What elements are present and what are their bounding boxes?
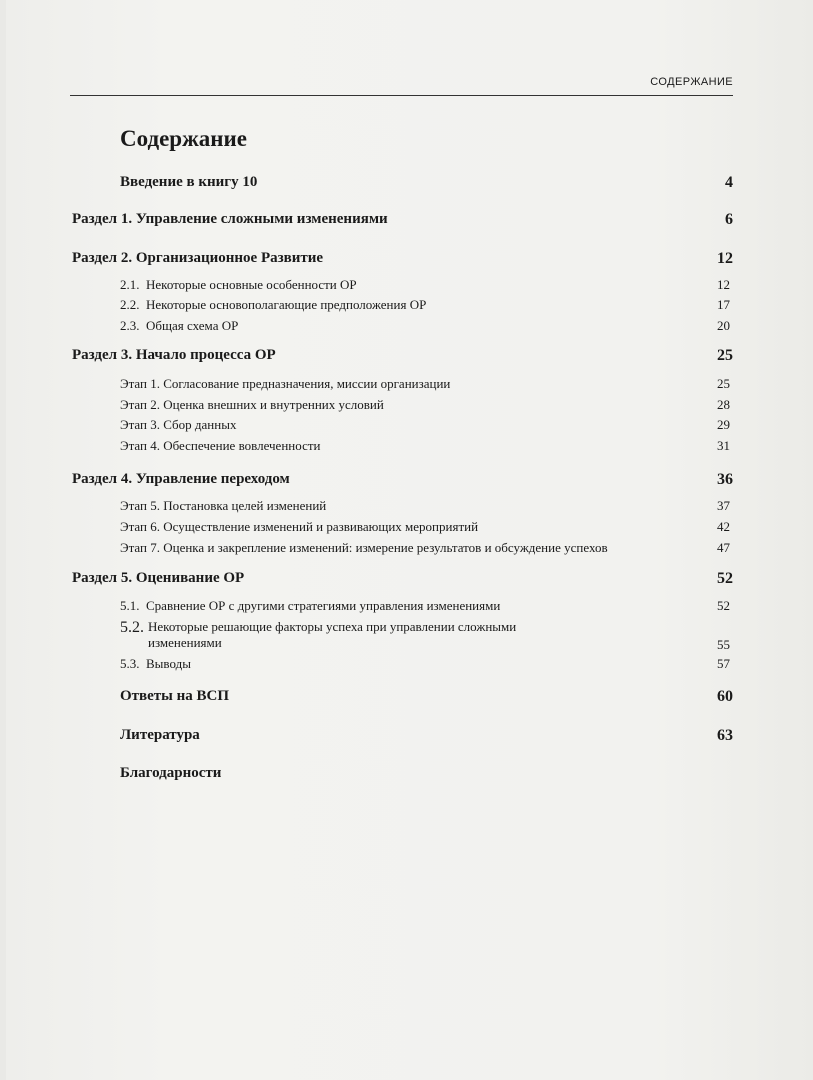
toc-entry-label: Ответы на ВСП <box>120 688 230 704</box>
toc-entry-label: Благодарности <box>120 765 222 781</box>
toc-section-label: Раздел 2. Организационное Развитие <box>72 250 324 266</box>
header-rule <box>70 95 733 96</box>
toc-subentry-number: 2.3. <box>120 318 140 333</box>
toc-subentry-page: 55 <box>717 637 730 652</box>
toc-subentry-number: 5.3. <box>120 656 140 671</box>
toc-subentry-label: Этап 5. Постановка целей изменений <box>120 498 327 513</box>
toc-section-page: 12 <box>717 250 733 267</box>
running-header: СОДЕРЖАНИЕ <box>650 76 733 88</box>
toc-title: Содержание <box>120 126 247 151</box>
toc-subentry-label: Некоторые основные особенности ОР <box>146 277 357 292</box>
toc-subentry-label: Этап 6. Осуществление изменений и развивающих мероприятий <box>120 519 479 534</box>
toc-subentry-page: 17 <box>717 297 730 312</box>
toc-entry-label: Литература <box>120 727 200 743</box>
toc-entry-label: Введение в книгу 10 <box>120 174 258 190</box>
toc-subentry-label: Некоторые решающие факторы успеха при управлении сложными изменениями <box>148 619 517 650</box>
toc-subentry-label: Этап 2. Оценка внешних и внутренних условий <box>120 397 384 412</box>
toc-subentry-page: 52 <box>717 598 730 613</box>
toc-subentry-page: 57 <box>717 656 730 671</box>
toc-section-page: 25 <box>717 347 733 364</box>
toc-subentry-label: Этап 3. Сбор данных <box>120 417 237 432</box>
toc-subentry-label: Этап 1. Согласование предназначения, миссии организации <box>120 376 451 391</box>
toc-subentry-page: 37 <box>717 498 730 513</box>
toc-subentry-label: Сравнение ОР с другими стратегиями управления изменениями <box>146 598 501 613</box>
toc-section-page: 52 <box>717 570 733 587</box>
toc-subentry-label: Этап 4. Обеспечение вовлеченности <box>120 438 321 453</box>
toc-subentry-page: 28 <box>717 397 730 412</box>
toc-subentry-number: 2.2. <box>120 297 140 312</box>
toc-entry-page: 4 <box>725 174 733 191</box>
toc-section-label: Раздел 4. Управление переходом <box>72 471 290 487</box>
toc-subentry-page: 25 <box>717 376 730 391</box>
toc-subentry-number: 5.1. <box>120 598 140 613</box>
toc-subentry-label: Общая схема ОР <box>146 318 239 333</box>
toc-subentry-page: 47 <box>717 540 730 555</box>
toc-section-label: Раздел 1. Управление сложными изменениями <box>72 211 388 227</box>
toc-section-label: Раздел 5. Оценивание ОР <box>72 570 245 586</box>
toc-section-label: Раздел 3. Начало процесса ОР <box>72 347 276 363</box>
toc-subentry-page: 29 <box>717 417 730 432</box>
toc-section-page: 6 <box>725 211 733 228</box>
toc-subentry-page: 20 <box>717 318 730 333</box>
toc-subentry-label: Этап 7. Оценка и закрепление изменений: измерение результатов и обсуждение успехов <box>120 540 608 555</box>
toc-subentry-page: 31 <box>717 438 730 453</box>
toc-subentry-number: 2.1. <box>120 277 140 292</box>
toc-subentry-number: 5.2. <box>120 619 144 636</box>
toc-entry-page: 60 <box>717 688 733 705</box>
toc-entry-page: 63 <box>717 727 733 744</box>
toc-subentry-page: 12 <box>717 277 730 292</box>
toc-section-page: 36 <box>717 471 733 488</box>
toc-subentry-page: 42 <box>717 519 730 534</box>
toc-subentry-label: Выводы <box>146 656 191 671</box>
toc-subentry-label: Некоторые основополагающие предположения ОР <box>146 297 427 312</box>
